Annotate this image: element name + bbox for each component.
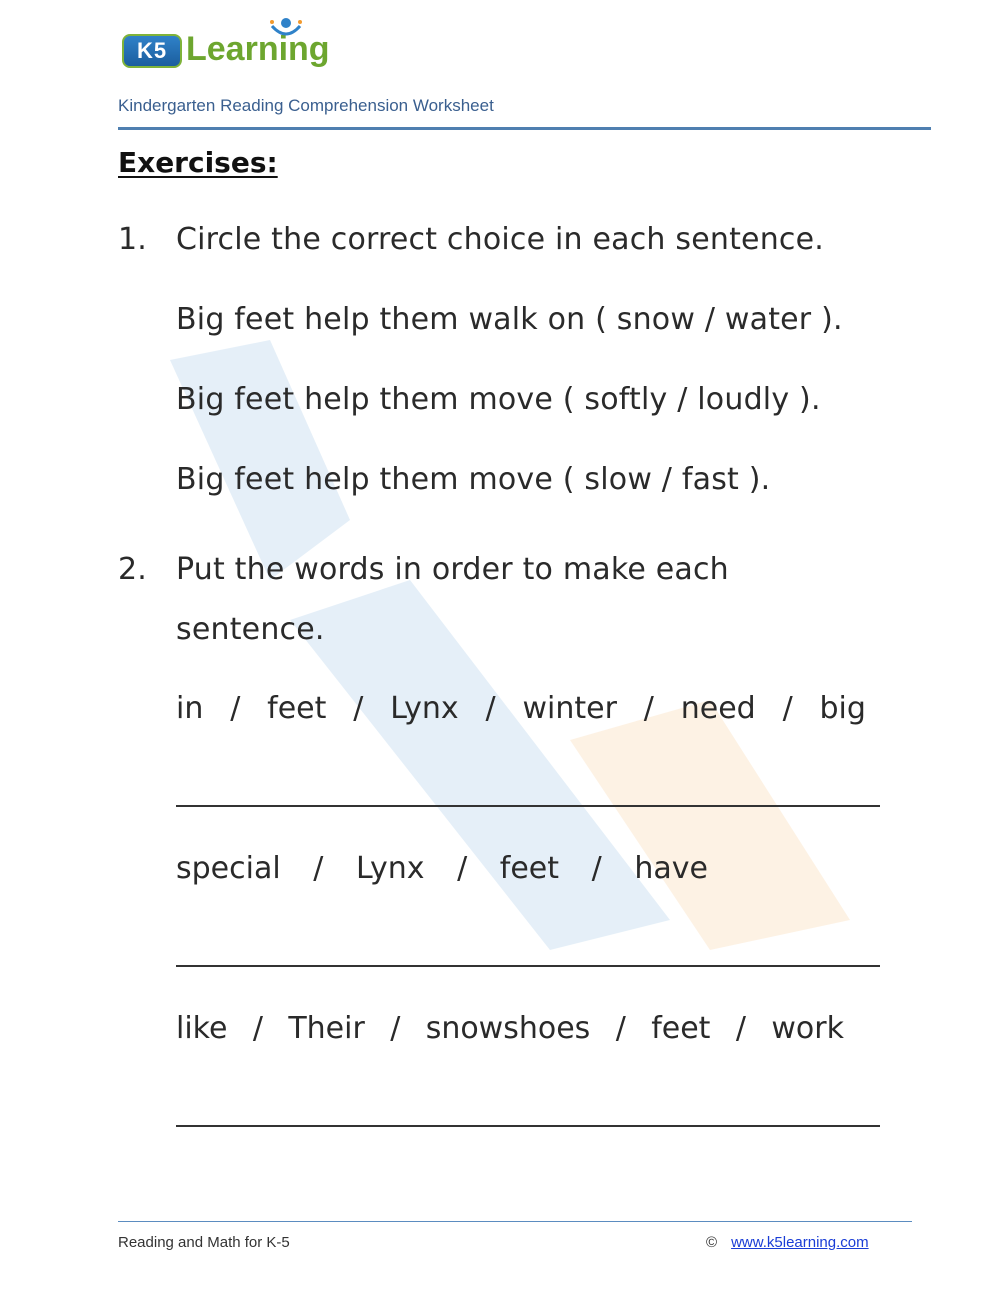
word-separator: / [390,1011,401,1046]
k5-learning-logo [118,24,333,76]
word-separator: / [313,851,324,886]
scrambled-word: Lynx [390,691,459,726]
word-separator: / [457,851,468,886]
scrambled-words-row [176,1011,844,1046]
exercise-1-sentence: Big feet help them move ( softly / loudly ). [176,382,821,417]
footer-divider [118,1221,912,1222]
scrambled-words-row [176,851,708,886]
answer-blank-line [176,1125,880,1127]
scrambled-word: Their [288,1011,365,1046]
exercise-1-instruction: Circle the correct choice in each sentence. [176,222,825,257]
exercises-heading: Exercises: [118,146,278,179]
exercise-1-sentence: Big feet help them walk on ( snow / water ). [176,302,843,337]
word-separator: / [591,851,602,886]
website-link[interactable]: www.k5learning.com [731,1234,869,1251]
word-separator: / [230,691,241,726]
exercise-2-instruction: Put the words in order to make each [176,552,729,587]
exercise-2-instruction-continued: sentence. [176,612,325,647]
word-separator: / [782,691,793,726]
word-separator: / [735,1011,746,1046]
scrambled-words-row [176,691,866,726]
scrambled-word: work [771,1011,844,1046]
answer-blank-line [176,805,880,807]
scrambled-word: need [680,691,756,726]
word-separator: / [353,691,364,726]
scrambled-word: Lynx [355,851,425,886]
scrambled-word: feet [499,851,560,886]
exercise-1-sentence: Big feet help them move ( slow / fast ). [176,462,771,497]
header-divider [118,127,931,130]
scrambled-word: snowshoes [425,1011,591,1046]
footer-tagline: Reading and Math for K-5 [118,1234,290,1251]
footer-copyright [706,1234,869,1251]
scrambled-word: big [819,691,866,726]
scrambled-word: have [634,851,708,886]
worksheet-subtitle: Kindergarten Reading Comprehension Worksheet [118,96,494,115]
scrambled-word: feet [267,691,327,726]
scrambled-word: like [176,1011,228,1046]
logo-wordmark: Learning [186,30,330,68]
answer-blank-line [176,965,880,967]
word-separator: / [615,1011,626,1046]
scrambled-word: winter [522,691,617,726]
logo-figure-icon [266,16,306,46]
word-separator: / [485,691,496,726]
exercise-2-number: 2. [118,552,148,587]
scrambled-word: feet [651,1011,711,1046]
logo-badge: K5 [122,34,182,68]
word-separator: / [643,691,654,726]
copyright-symbol: © [706,1234,718,1251]
word-separator: / [252,1011,263,1046]
scrambled-word: special [176,851,281,886]
exercise-1-number: 1. [118,222,148,257]
scrambled-word: in [176,691,204,726]
